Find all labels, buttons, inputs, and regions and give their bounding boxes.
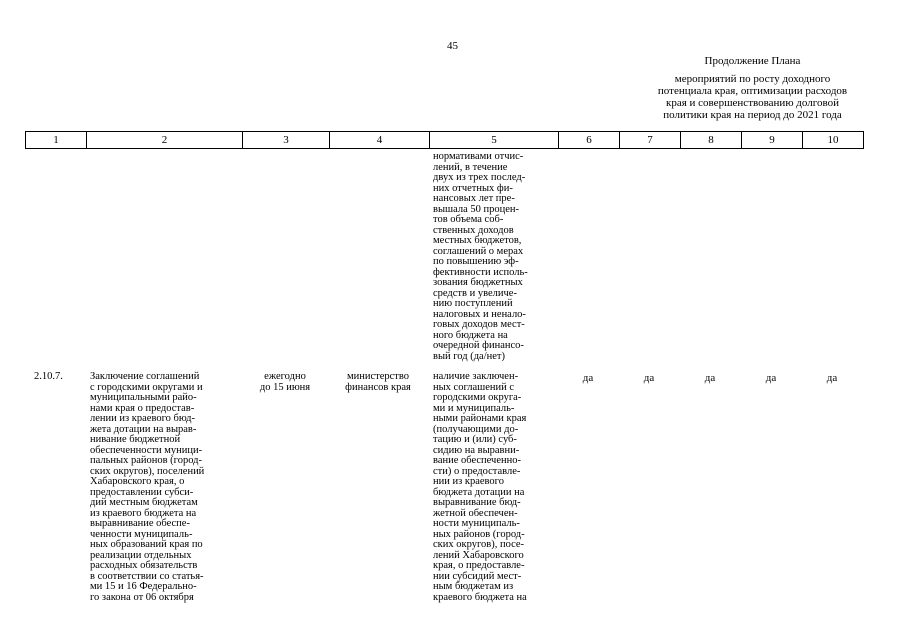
value-col-10: да xyxy=(826,372,838,384)
row-deadline: ежегодно до 15 июня xyxy=(259,371,311,393)
row-description: Заключение соглашений с городскими округами и муниципальными райо- нами края о предостав- лении из краевого бюд- жета дотации на вырав- нивание бюджетной обеспеченности муници- пальных районов (город- ских округов), поселений Хабаровского края, о предоставлении субси- дий местным бюджетам из краевого бюджета на выравнивание обеспе- ченности муниципаль- ных образований края по реализации отдельных расходных обязательств в соответствии со статья- ми 15 и 16 Федерально- го закона от 06 октября xyxy=(90,371,205,603)
page-number: 45 xyxy=(447,40,458,52)
continuation-subtitle: мероприятий по росту доходного потенциала края, оптимизации расходов края и совершенствованию долговой политики края на период до 2021 года xyxy=(657,73,848,121)
value-col-9: да xyxy=(765,372,777,384)
row-number: 2.10.7. xyxy=(34,371,63,382)
col-header-9: 9 xyxy=(742,132,803,149)
col-header-6: 6 xyxy=(559,132,620,149)
value-col-8: да xyxy=(704,372,716,384)
col-header-8: 8 xyxy=(681,132,742,149)
continuation-header xyxy=(640,55,865,121)
col-header-10: 10 xyxy=(803,132,864,149)
col-header-1: 1 xyxy=(26,132,87,149)
row-indicator: наличие заключен- ных соглашений с городскими округа- ми и муниципаль- ными районами края (получающими до- тацию и (или) суб- сидию на выравни- вание обеспеченно- сти) о предоставле- нии из краевого бюджета дотации на выравнивание бюд- жетной обеспечен- ности муниципаль- ных районов (город- ских округов), посе- лений Хабаровского края, о предоставле- нии субсидий мест- ным бюджетам из краевого бюджета на xyxy=(433,371,527,603)
col-header-5: 5 xyxy=(430,132,559,149)
value-col-6: да xyxy=(582,372,594,384)
col-header-4: 4 xyxy=(330,132,430,149)
column-header-row xyxy=(25,131,864,149)
col-header-3: 3 xyxy=(243,132,330,149)
continuation-title: Продолжение Плана xyxy=(704,55,801,67)
row-executor: министерство финансов края xyxy=(345,371,411,393)
col-header-7: 7 xyxy=(620,132,681,149)
col-header-2: 2 xyxy=(87,132,243,149)
continued-indicator-text: нормативами отчис- лений, в течение двух из трех послед- них отчетных фи- нансовых лет пре- вышала 50 процен- тов объема соб- ственных доходов местных бюджетов, соглашений о мерах по повышению эф- фективности исполь- зования бюджетных средств и увеличе- нию поступлений налоговых и ненало- говых доходов мест- ного бюджета на очередной финансо- вый год (да/нет) xyxy=(433,151,528,362)
value-col-7: да xyxy=(643,372,655,384)
